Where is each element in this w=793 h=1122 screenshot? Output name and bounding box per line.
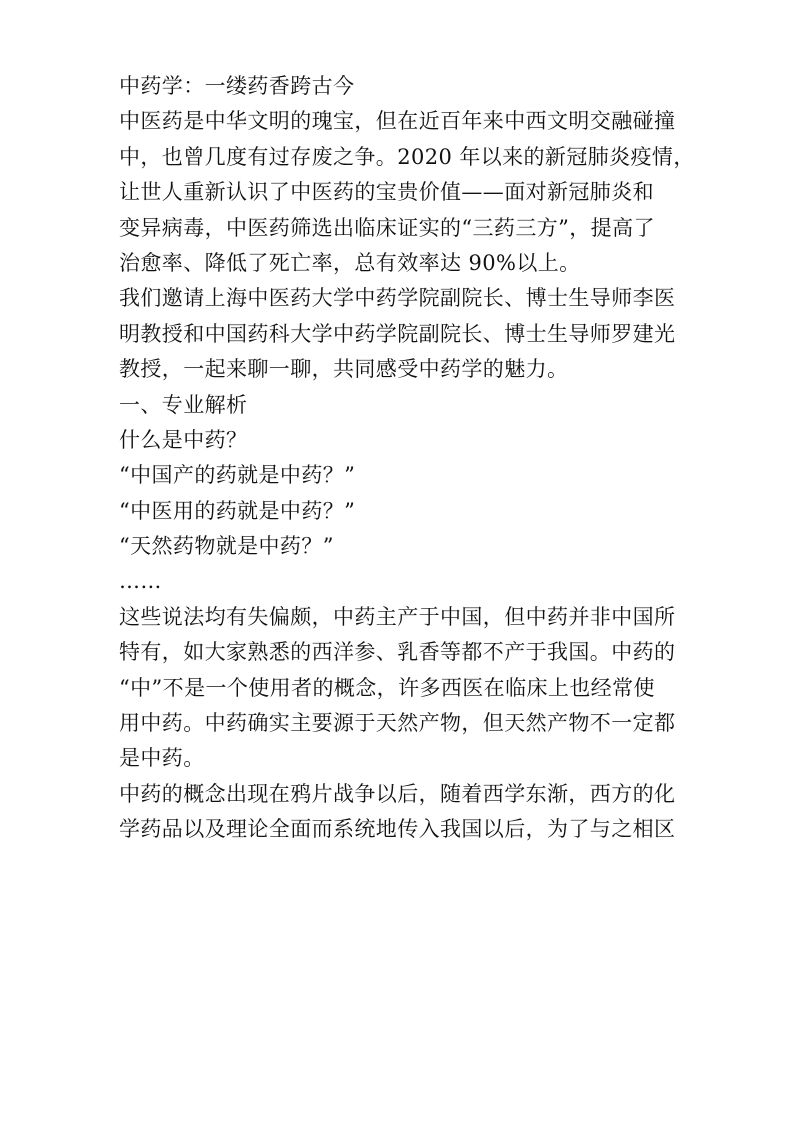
text-line: 特有，如大家熟悉的西洋参、乳香等都不产于我国。中药的 bbox=[119, 640, 676, 665]
text-line: 明教授和中国药科大学中药学院副院长、博士生导师罗建光 bbox=[119, 321, 676, 346]
paragraph bbox=[119, 458, 719, 493]
text-line: 什么是中药？ bbox=[119, 427, 248, 452]
text-line: 是中药。 bbox=[119, 746, 205, 771]
text-line: 中医药是中华文明的瑰宝，但在近百年来中西文明交融碰撞 bbox=[119, 109, 676, 134]
text-line: 治愈率、降低了死亡率，总有效率达 90%以上。 bbox=[119, 250, 581, 275]
text-line: “天然药物就是中药？” bbox=[119, 534, 334, 559]
paragraph bbox=[119, 777, 719, 848]
paragraph bbox=[119, 281, 719, 387]
text-line: 变异病毒，中医药筛选出临床证实的“三药三方”，提高了 bbox=[119, 215, 655, 240]
paragraph bbox=[119, 600, 719, 777]
text-line: 这些说法均有失偏颇，中药主产于中国，但中药并非中国所 bbox=[119, 604, 676, 629]
text-line: 让世人重新认识了中医药的宝贵价值——面对新冠肺炎和 bbox=[119, 180, 654, 205]
text-line: 用中药。中药确实主要源于天然产物，但天然产物不一定都 bbox=[119, 711, 676, 736]
document-title: 中药学：一缕药香跨古今 bbox=[119, 74, 355, 98]
text-line: 中药的概念出现在鸦片战争以后，随着西学东渐，西方的化 bbox=[119, 781, 676, 806]
text-line: 一、专业解析 bbox=[119, 392, 248, 417]
text-line: 学药品以及理论全面而系统地传入我国以后，为了与之相区 bbox=[119, 817, 676, 842]
text-line: “中”不是一个使用者的概念，许多西医在临床上也经常使 bbox=[119, 675, 655, 700]
paragraph bbox=[119, 423, 719, 458]
paragraph bbox=[119, 104, 719, 281]
document-body bbox=[119, 104, 719, 847]
paragraph bbox=[119, 564, 719, 599]
paragraph bbox=[119, 388, 719, 423]
document-page bbox=[119, 69, 719, 848]
text-line: “中国产的药就是中药？” bbox=[119, 463, 356, 488]
paragraph bbox=[119, 529, 719, 564]
text-line: 我们邀请上海中医药大学中药学院副院长、博士生导师李医 bbox=[119, 286, 676, 311]
text-line: “中医用的药就是中药？” bbox=[119, 498, 356, 523]
text-line: 教授，一起来聊一聊，共同感受中药学的魅力。 bbox=[119, 357, 569, 382]
text-line: …… bbox=[119, 569, 162, 594]
text-line: 中，也曾几度有过存废之争。2020 年以来的新冠肺炎疫情， bbox=[119, 144, 695, 169]
paragraph bbox=[119, 494, 719, 529]
